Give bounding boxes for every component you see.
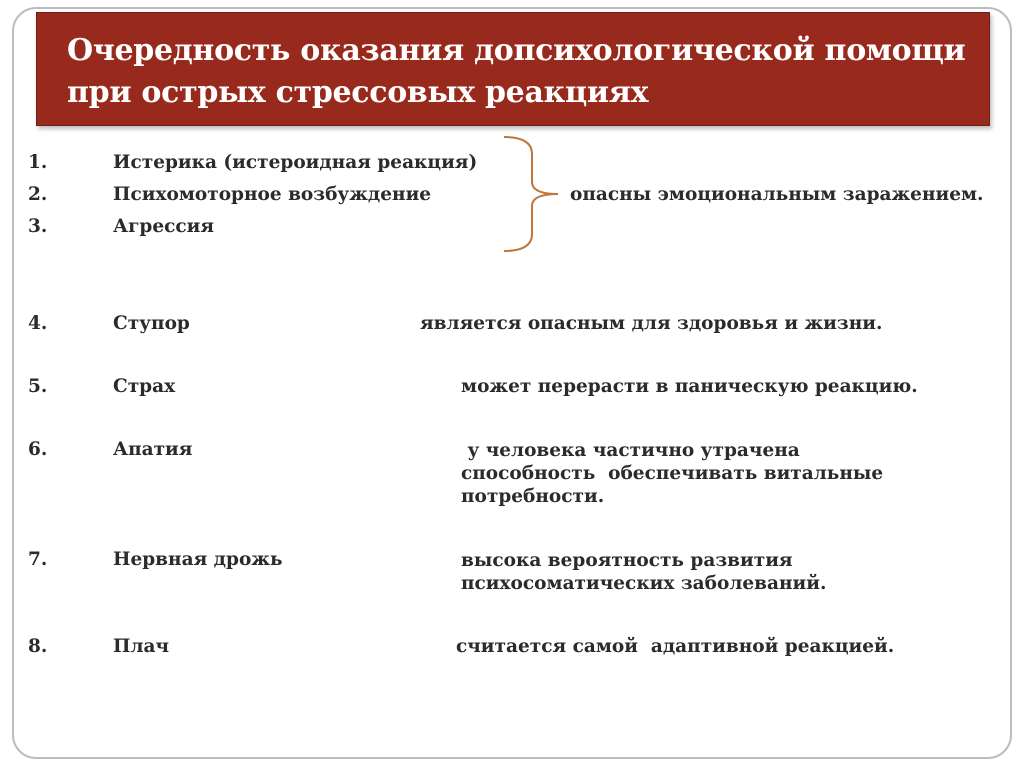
item-5-description: может перерасти в паническую реакцию. bbox=[461, 376, 918, 397]
item-6-description-line-3: потребности. bbox=[461, 486, 605, 507]
item-1-name: Истерика (истероидная реакция) bbox=[113, 152, 478, 173]
item-8-name: Плач bbox=[113, 636, 170, 657]
title-line-1: Очередность оказания допсихологической помощи bbox=[67, 33, 966, 68]
item-4-description: является опасным для здоровья и жизни. bbox=[420, 313, 883, 334]
slide-title bbox=[67, 30, 969, 114]
item-6-name: Апатия bbox=[113, 439, 193, 460]
item-5-number: 5. bbox=[28, 376, 48, 397]
item-2-name: Психомоторное возбуждение bbox=[113, 184, 432, 205]
item-2-number: 2. bbox=[28, 184, 48, 205]
item-1-number: 1. bbox=[28, 152, 48, 173]
item-7-description-line-2: психосоматических заболеваний. bbox=[461, 573, 827, 594]
item-3-number: 3. bbox=[28, 216, 48, 237]
item-3-name: Агрессия bbox=[113, 216, 215, 237]
item-5-name: Страх bbox=[113, 376, 176, 397]
item-4-number: 4. bbox=[28, 313, 48, 334]
item-6-description-line-2: способность обеспечивать витальные bbox=[461, 463, 884, 484]
item-6-number: 6. bbox=[28, 439, 48, 460]
item-8-number: 8. bbox=[28, 636, 48, 657]
item-7-number: 7. bbox=[28, 549, 48, 570]
group-note: опасны эмоциональным заражением. bbox=[570, 184, 984, 205]
title-bar bbox=[36, 12, 990, 126]
item-6-description-line-1: у человека частично утрачена bbox=[461, 440, 800, 461]
item-7-description-line-1: высока вероятность развития bbox=[461, 550, 793, 571]
curly-brace-icon bbox=[500, 134, 562, 254]
item-7-name: Нервная дрожь bbox=[113, 549, 283, 570]
item-8-description: считается самой адаптивной реакцией. bbox=[456, 636, 895, 657]
title-line-2: при острых стрессовых реакциях bbox=[67, 75, 649, 110]
item-4-name: Ступор bbox=[113, 313, 190, 334]
